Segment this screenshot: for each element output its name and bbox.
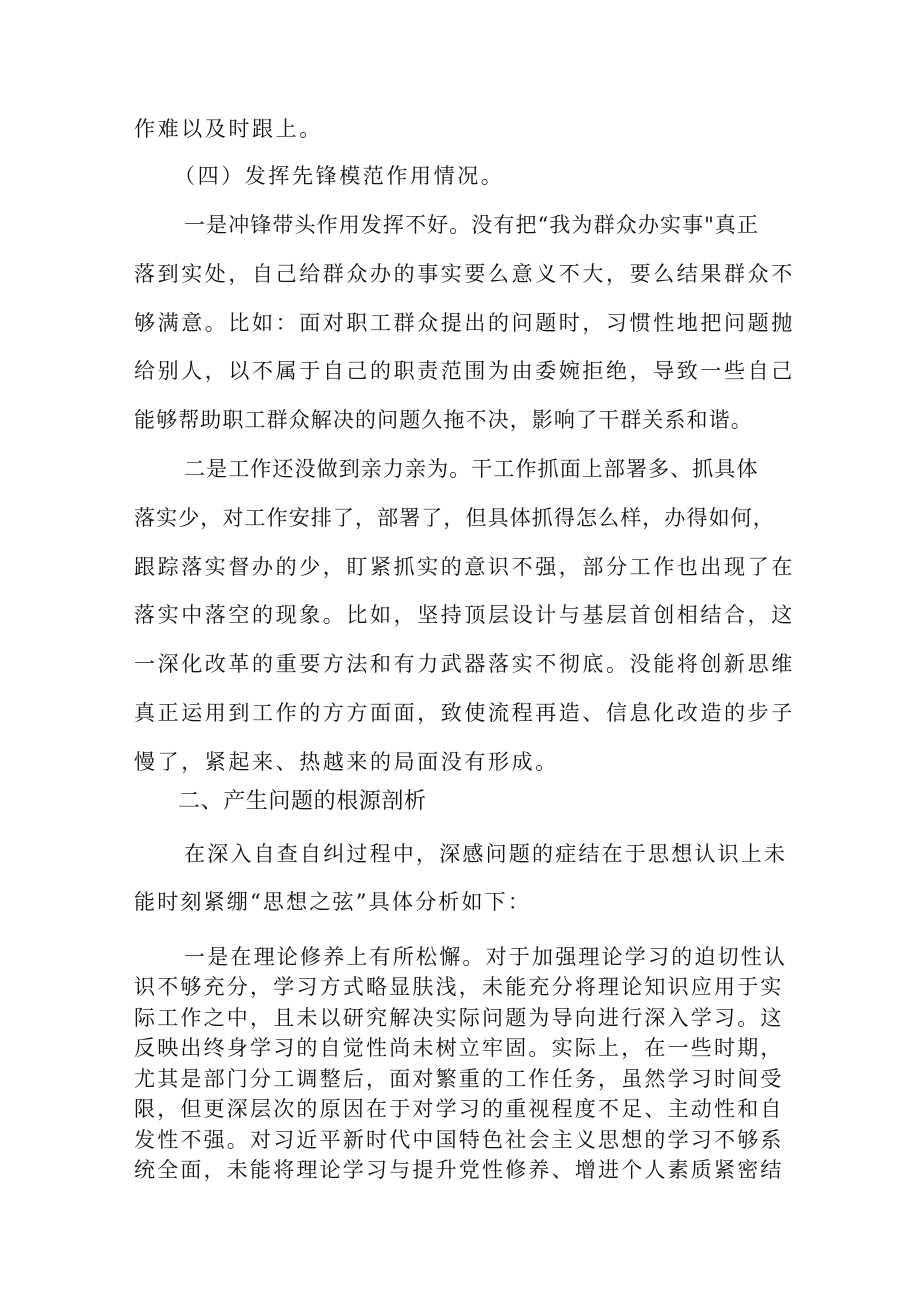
paragraph-line: 一是在理论修养上有所松懈。对于加强理论学习的迫切性认 xyxy=(184,945,788,969)
paragraph-line: 落实少，对工作安排了，部署了，但具体抓得怎么样，办得如何， xyxy=(134,506,775,530)
paragraph-line: 尤其是部门分工调整后，面对繁重的工作任务，虽然学习时间受 xyxy=(134,1067,784,1091)
paragraph-line: 一深化改革的重要方法和有力武器落实不彻底。没能将创新思维 xyxy=(134,652,795,676)
paragraph-line: 反映出终身学习的自觉性尚未树立牢固。实际上，在一些时期， xyxy=(134,1036,784,1060)
paragraph-line: 给别人，以不属于自己的职责范围为由委婉拒绝，导致一些自己 xyxy=(134,359,795,383)
paragraph-line: 能够帮助职工群众解决的问题久拖不决，影响了干群关系和谐。 xyxy=(134,408,753,432)
paragraph-line: 落实中落空的现象。比如，坚持顶层设计与基层首创相结合，这 xyxy=(134,603,795,627)
paragraph-line: 识不够充分，学习方式略显肤浅，未能充分将理论知识应用于实 xyxy=(134,975,784,999)
paragraph-line: 作难以及时跟上。 xyxy=(134,117,323,141)
paragraph-line: 在深入自查自纠过程中，深感问题的症结在于思想认识上未 xyxy=(184,842,788,866)
paragraph-line: 一是冲锋带头作用发挥不好。没有把“我为群众办实事"真正 xyxy=(184,213,760,237)
paragraph-line: 够满意。比如：面对职工群众提出的问题时，习惯性地把问题抛 xyxy=(134,311,795,335)
paragraph-line: 落到实处，自己给群众办的事实要么意义不大，要么结果群众不 xyxy=(134,262,795,286)
paragraph-line: 慢了，紧起来、热越来的局面没有形成。 xyxy=(134,750,559,774)
paragraph-line: 能时刻紧绷“思想之弦”具体分析如下： xyxy=(134,890,532,914)
paragraph-line: 限，但更深层次的原因在于对学习的重视程度不足、主动性和自 xyxy=(134,1097,784,1121)
section-heading: 二、产生问题的根源剖析 xyxy=(178,789,427,814)
subsection-heading: （四）发挥先锋模范作用情况。 xyxy=(174,164,505,188)
paragraph-line: 二是工作还没做到亲力亲为。干工作抓面上部署多、抓具体 xyxy=(184,457,759,481)
paragraph-line: 真正运用到工作的方方面面，致使流程再造、信息化改造的步子 xyxy=(134,701,795,725)
paragraph-line: 发性不强。对习近平新时代中国特色社会主义思想的学习不够系 xyxy=(134,1128,784,1152)
paragraph-line: 统全面，未能将理论学习与提升党性修养、增进个人素质紧密结 xyxy=(134,1158,784,1182)
paragraph-line: 跟踪落实督办的少，盯紧抓实的意识不强，部分工作也出现了在 xyxy=(134,555,795,579)
paragraph-line: 际工作之中，且未以研究解决实际问题为导向进行深入学习。这 xyxy=(134,1006,784,1030)
